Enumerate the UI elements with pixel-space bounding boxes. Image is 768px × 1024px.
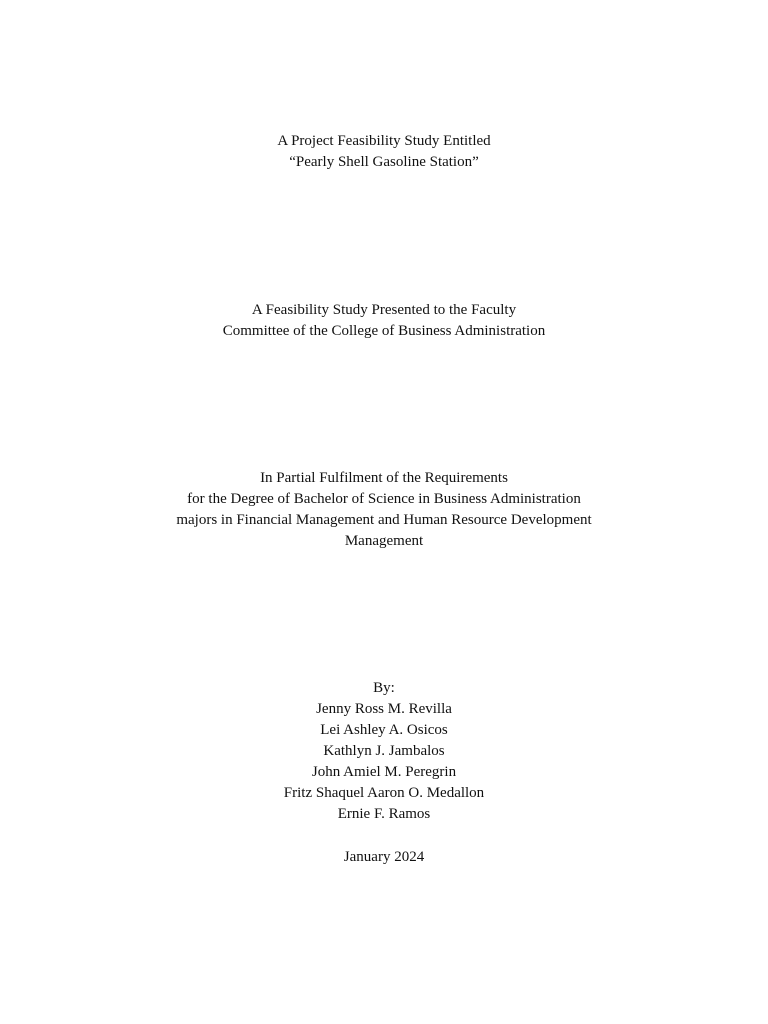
author-name: John Amiel M. Peregrin xyxy=(311,764,457,780)
author-name: Kathlyn J. Jambalos xyxy=(323,743,445,759)
study-title-intro: A Project Feasibility Study Entitled xyxy=(277,133,491,149)
submission-date: January 2024 xyxy=(343,849,425,865)
by-label: By: xyxy=(373,680,395,696)
requirements-line-4: Management xyxy=(344,533,424,549)
author-name: Jenny Ross M. Revilla xyxy=(316,701,452,717)
author-name: Lei Ashley A. Osicos xyxy=(320,722,448,738)
requirements-line-1: In Partial Fulfilment of the Requirements xyxy=(260,470,508,486)
presented-to-block xyxy=(0,300,768,342)
requirements-block xyxy=(0,468,768,552)
requirements-line-3: majors in Financial Management and Human Resource Development xyxy=(176,512,592,528)
date-block xyxy=(0,847,768,868)
authors-block xyxy=(0,678,768,825)
author-name: Ernie F. Ramos xyxy=(337,806,431,822)
study-title-block xyxy=(0,131,768,173)
study-title: “Pearly Shell Gasoline Station” xyxy=(289,154,479,170)
author-name: Fritz Shaquel Aaron O. Medallon xyxy=(283,785,485,801)
presented-to-line-2: Committee of the College of Business Administration xyxy=(222,323,546,339)
requirements-line-2: for the Degree of Bachelor of Science in Business Administration xyxy=(187,491,581,507)
presented-to-line-1: A Feasibility Study Presented to the Faculty xyxy=(251,302,517,318)
